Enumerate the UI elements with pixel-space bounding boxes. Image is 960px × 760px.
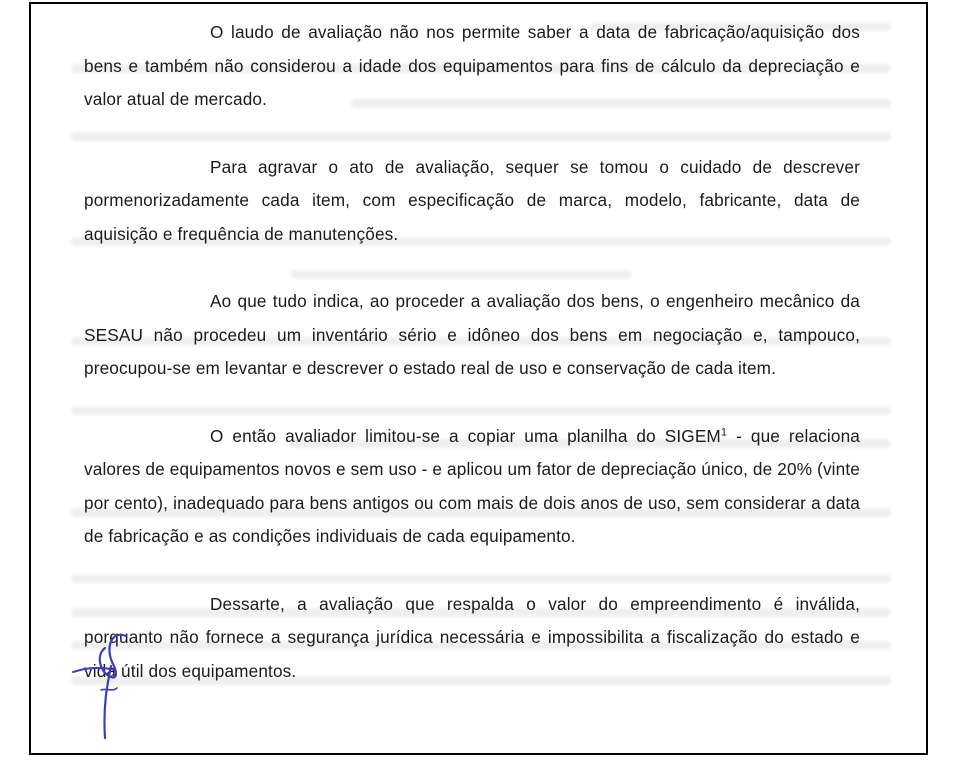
paragraph-2-text: Para agravar o ato de avaliação, sequer se tomou o cuidado de descrever pormenorizadamente cada item, com especificação de marca, modelo, fabricante, data de aquisição e frequência de manutenções. <box>84 156 860 244</box>
paragraph-5 <box>84 588 860 689</box>
paragraph-4 <box>84 420 860 554</box>
paragraph-4-text-before: O então avaliador limitou-se a copiar uma planilha do SIGEM <box>210 425 721 446</box>
paragraph-1-text: O laudo de avaliação não nos permite saber a data de fabricação/aquisição dos bens e também não considerou a idade dos equipamentos para fins de cálculo da depreciação e valor atual de mercado. <box>84 22 860 109</box>
paragraph-2 <box>84 151 860 252</box>
footnote-marker: 1 <box>720 425 728 438</box>
paragraph-1 <box>84 16 860 117</box>
paragraph-3 <box>84 285 860 386</box>
paragraph-4-text-after: - que relaciona valores de equipamentos novos e sem uso - e aplicou um fator de depreciação único, de 20% (vinte por cento), inadequado para bens antigos ou com mais de dois anos de uso, sem considerar a data de fabricação e as condições individuais de cada equipamento. <box>84 425 861 546</box>
document-body <box>84 16 860 688</box>
paragraph-5-text: Dessarte, a avaliação que respalda o valor do empreendimento é inválida, porquanto não fornece a segurança jurídica necessária e impossibilita a fiscalização do estado e vida útil dos equipamentos. <box>84 593 860 681</box>
paragraph-3-text: Ao que tudo indica, ao proceder a avaliação dos bens, o engenheiro mecânico da SESAU não procedeu um inventário sério e idôneo dos bens em negociação e, tampouco, preocupou-se em levantar e descrever o estado real de uso e conservação de cada item. <box>84 291 860 378</box>
document-page <box>29 2 928 755</box>
